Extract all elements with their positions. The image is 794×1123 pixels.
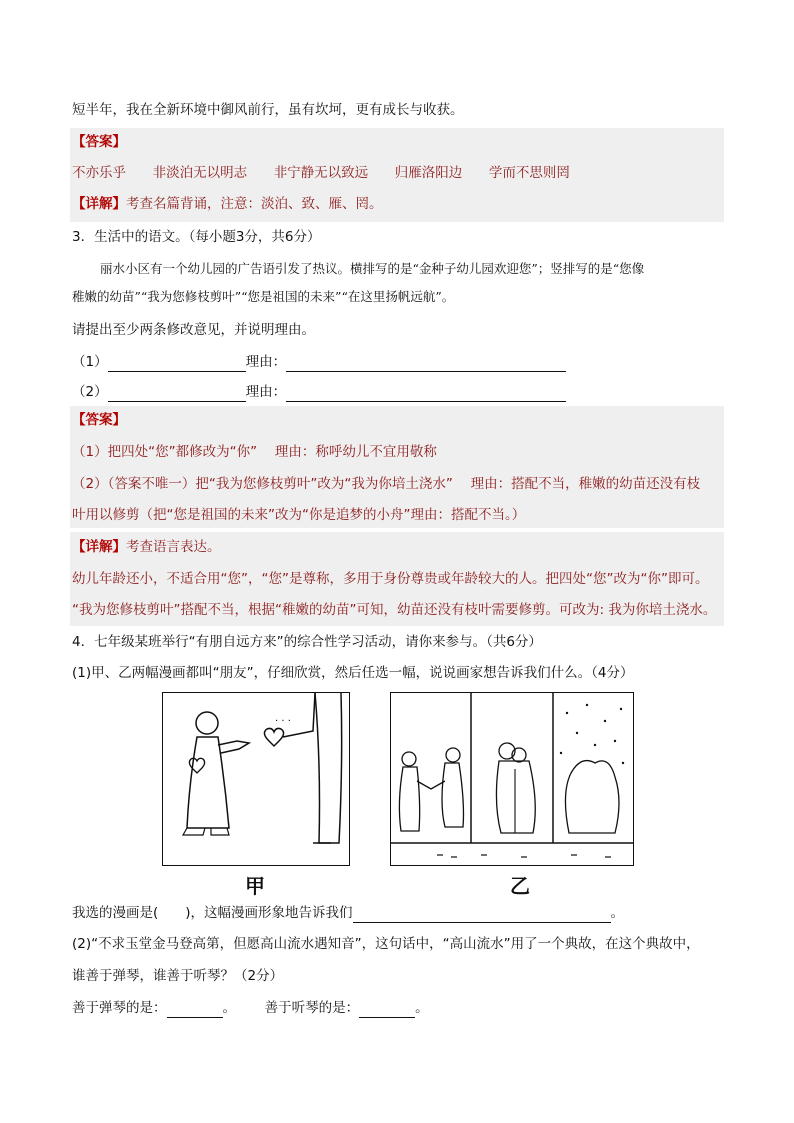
- choose-text: 我选的漫画是( )，这幅漫画形象地告诉我们: [72, 905, 353, 921]
- meaning-blank[interactable]: [353, 908, 611, 923]
- comic-yi-drawing: [391, 693, 633, 865]
- q2-answer-4: 归雁洛阳边: [394, 165, 463, 181]
- comic-label-yi: 乙: [510, 874, 530, 898]
- q4-sub2-line2: 谁善于弹琴，谁善于听琴？（2分）: [72, 968, 284, 984]
- detail-label: 【详解】: [72, 196, 126, 212]
- q3-prompt: 请提出至少两条修改意见，并说明理由。: [72, 322, 315, 338]
- answer-label: 【答案】: [72, 412, 126, 428]
- q2-answer-3: 非宁静无以致远: [273, 165, 369, 181]
- reason-label: 理由：: [245, 354, 287, 370]
- period: 。: [610, 905, 625, 921]
- period: 。: [415, 1000, 429, 1016]
- q3-answer-2-line1: （2）（答案不唯一）把“我为您修枝剪叶”改为“我为你培土浇水” 理由：搭配不当，稚嫩的幼苗还没有枝: [72, 476, 701, 492]
- q4-sub2-line1: (2)“不求玉堂金马登高第，但愿高山流水遇知音”，这句话中，“高山流水”用了一个典故，在这个典故中，: [72, 936, 700, 952]
- listen-blank[interactable]: [359, 1003, 415, 1018]
- q2-detail-text: 考查名篇背诵，注意：淡泊、致、雁、罔。: [126, 196, 383, 212]
- q4-title: 4．七年级某班举行“有朋自远方来”的综合性学习活动，请你来参与。（共6分）: [72, 634, 542, 650]
- listen-label: 善于听琴的是：: [264, 1000, 360, 1016]
- suggestion-blank-1[interactable]: [108, 357, 246, 372]
- comic-jia: [162, 692, 350, 866]
- q2-answer-1: 不亦乐乎: [72, 165, 126, 181]
- play-label: 善于弹琴的是：: [72, 1000, 167, 1016]
- comic-label-jia: 甲: [245, 874, 265, 898]
- q3-detail-line2: “我为您修枝剪叶”搭配不当，根据“稚嫩的幼苗”可知，幼苗还没有枝叶需要修剪。可改为: 我为你培土浇水。: [72, 602, 717, 618]
- q3-answer-1: （1）把四处“您”都修改为“你” 理由：称呼幼儿不宜用敬称: [72, 444, 437, 460]
- q3-detail-line1: 幼儿年龄还小，不适合用“您”，“您”是尊称，多用于身份尊贵或年龄较大的人。把四处“您”改为“你”即可。: [72, 571, 709, 587]
- q3-title: 3．生活中的语文。（每小题3分，共6分）: [72, 229, 321, 245]
- q3-detail: [72, 537, 221, 557]
- q4-sub2-blanks: [72, 998, 429, 1018]
- reason-blank-1[interactable]: [286, 357, 566, 372]
- svg-text:. . .: . . .: [275, 713, 291, 724]
- q3-blank-row-2: [72, 382, 566, 402]
- suggestion-blank-2[interactable]: [108, 387, 246, 402]
- q3-quote-line1: 丽水小区有一个幼儿园的广告语引发了热议。横排写的是“金种子幼儿园欢迎您”；竖排写的是“您像: [100, 261, 645, 276]
- detail-label: 【详解】: [72, 539, 126, 555]
- q2-detail: [72, 194, 383, 214]
- q4-choose-line: [72, 903, 624, 923]
- q2-answers: [72, 163, 570, 183]
- comic-yi: [390, 692, 634, 866]
- play-blank[interactable]: [167, 1003, 223, 1018]
- q2-answer-2: 非淡泊无以明志: [152, 165, 248, 181]
- comic-jia-drawing: [163, 693, 349, 865]
- reason-blank-2[interactable]: [286, 387, 566, 402]
- period: 。: [222, 1000, 236, 1016]
- q3-quote-line2: 稚嫩的幼苗”“我为您修枝剪叶”“您是祖国的未来”“在这里扬帆远航”。: [72, 289, 455, 304]
- q2-answer-5: 学而不思则罔: [488, 165, 570, 181]
- q3-detail-text: 考查语言表达。: [126, 539, 221, 555]
- reason-label: 理由：: [245, 384, 287, 400]
- blank-number: （1）: [72, 354, 108, 370]
- carryover-line: 短半年，我在全新环境中御风前行，虽有坎坷，更有成长与收获。: [72, 102, 464, 118]
- q4-sub1: (1)甲、乙两幅漫画都叫“朋友”，仔细欣赏，然后任选一幅，说说画家想告诉我们什么。（4分）: [72, 665, 634, 681]
- blank-number: （2）: [72, 384, 108, 400]
- q3-answer-2-line2: 叶用以修剪（把“您是祖国的未来”改为“你是追梦的小舟”理由：搭配不当。）: [72, 507, 526, 523]
- answer-label: 【答案】: [72, 134, 126, 150]
- q3-blank-row-1: [72, 352, 566, 372]
